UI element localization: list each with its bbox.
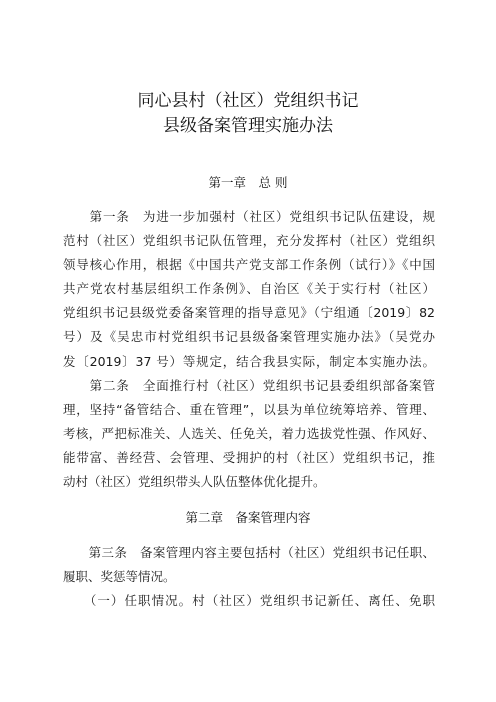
document-title-line-2: 县级备案管理实施办法	[163, 116, 333, 136]
chapter-2-heading: 第二章 备案管理内容	[185, 510, 311, 525]
article-2-line: 考核，严把标准关、人选关、任免关，着力选拔党性强、作风好、	[63, 426, 435, 442]
item-1-line: （一）任职情况。村（社区）党组织书记新任、离任、免职	[63, 593, 435, 608]
article-1-line: 第一条 为进一步加强村（社区）党组织书记队伍建设，规	[63, 209, 435, 224]
article-2-line: 能带富、善经营、会管理、受拥护的村（社区）党组织书记，推	[63, 450, 435, 466]
article-3-line: 第三条 备案管理内容主要包括村（社区）党组织书记任职、	[63, 545, 435, 560]
article-1-line: 号）及《吴忠市村党组织书记县级备案管理实施办法》（吴党办	[63, 329, 435, 345]
article-2-line: 第二条 全面推行村（社区）党组织书记县委组织部备案管	[63, 378, 435, 393]
chapter-1-heading: 第一章 总 则	[208, 175, 288, 190]
article-2-line: 理，坚持“备管结合、重在管理”，以县为单位统筹培养、管理、	[63, 402, 435, 418]
article-3-paragraph	[63, 541, 435, 589]
article-2-paragraph	[63, 374, 435, 494]
article-1-paragraph	[63, 205, 435, 374]
article-1-line: 党组织书记县级党委备案管理的指导意见》（宁组通〔2019〕82	[63, 305, 435, 321]
article-1-line: 范村（社区）党组织书记队伍管理，充分发挥村（社区）党组织	[63, 233, 435, 249]
document-title-line-1: 同心县村（社区）党组织书记	[137, 91, 359, 111]
article-2-line: 动村（社区）党组织带头人队伍整体优化提升。	[63, 474, 326, 490]
article-1-line: 领导核心作用，根据《中国共产党支部工作条例（试行）》《中国	[63, 257, 435, 273]
article-1-line: 发〔2019〕37 号）等规定，结合我县实际，制定本实施办法。	[63, 353, 435, 369]
article-3-line: 履职、奖惩等情况。	[63, 569, 176, 585]
item-1-paragraph	[63, 589, 435, 613]
article-1-line: 共产党农村基层组织工作条例》、自治区《关于实行村（社区）	[63, 281, 435, 297]
